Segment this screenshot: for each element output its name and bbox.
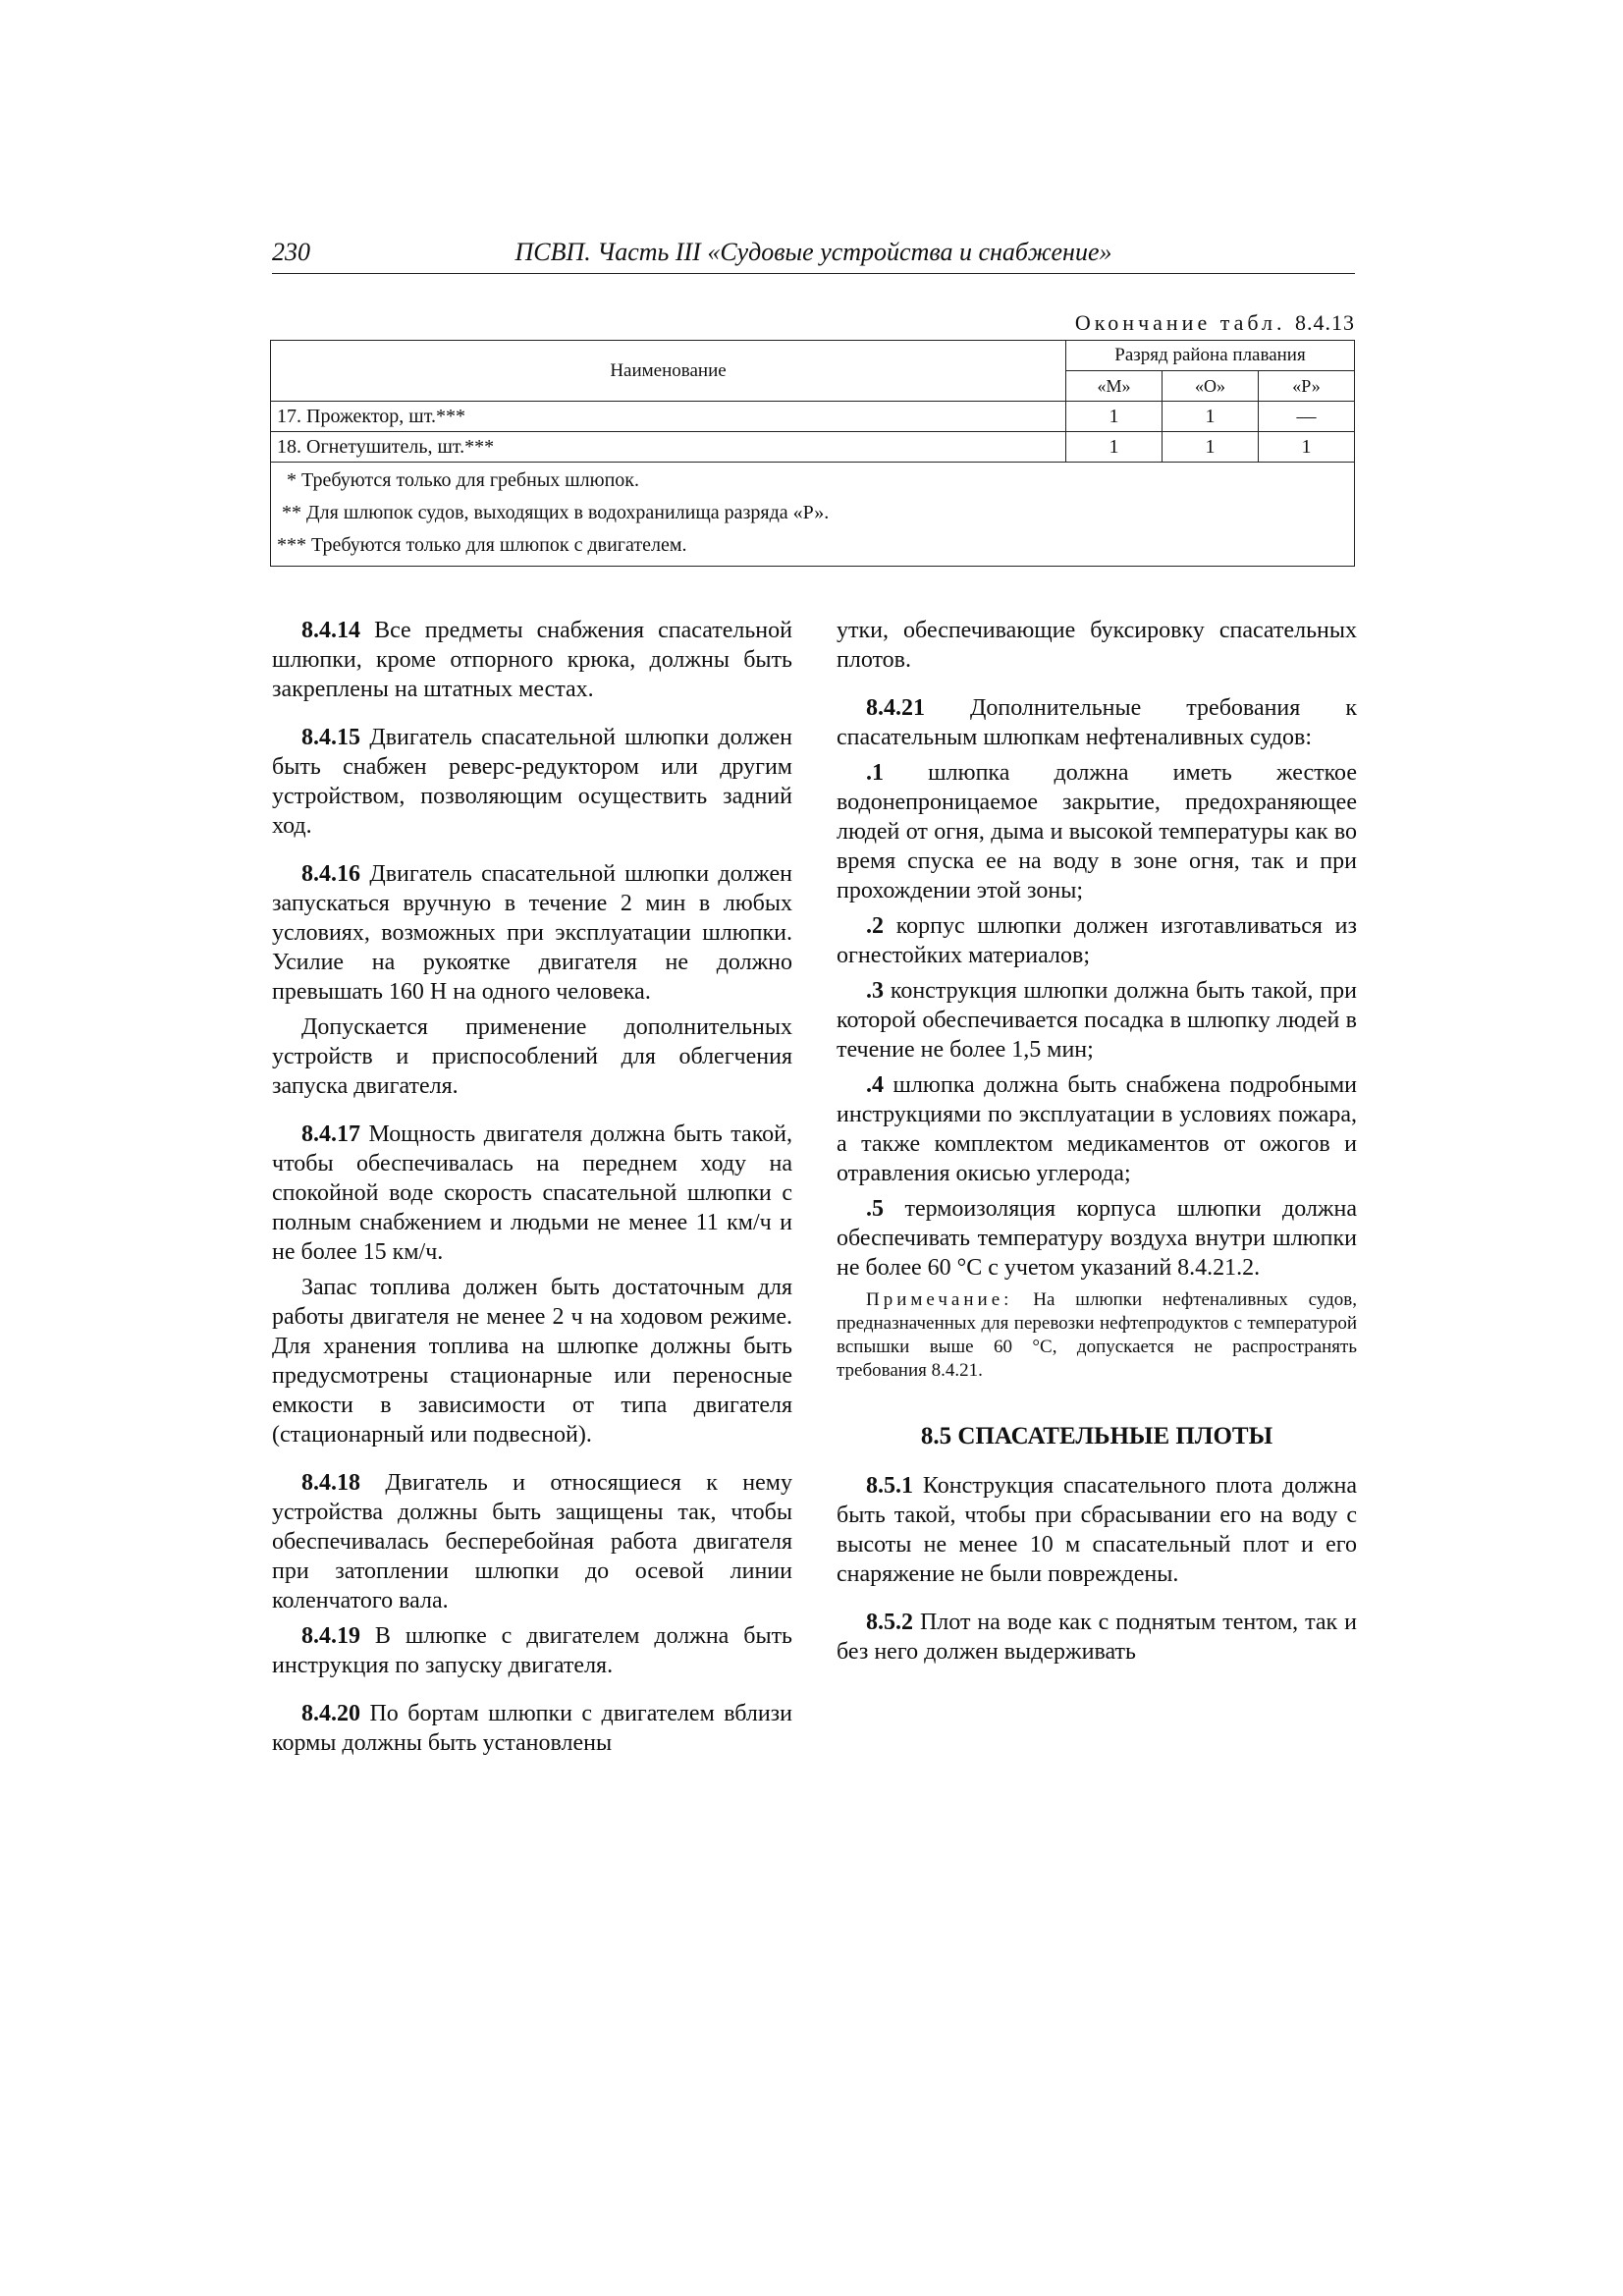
- paragraph-text: Дополнительные требования к спасательным шлюпкам нефтеналивных судов:: [837, 695, 1357, 750]
- paragraph: [272, 723, 792, 841]
- cell-m: 1: [1066, 432, 1163, 463]
- running-title: ПСВП. Часть III «Судовые устройства и снабжение»: [514, 238, 1112, 266]
- item-number: .5: [866, 1196, 884, 1222]
- paragraph: Запас топлива должен быть достаточным для работы двигателя не менее 2 ч на ходовом режиме. Для хранения топлива на шлюпке должны быть предусмотрены стационарные или переносные емкости в зависимости от типа двигателя (стационарный или подвесной).: [272, 1275, 792, 1448]
- clause-number: 8.4.19: [301, 1623, 360, 1649]
- item-number: .4: [866, 1072, 884, 1098]
- left-column: [272, 616, 792, 1777]
- clause-number: 8.4.14: [301, 618, 360, 643]
- clause-number: 8.4.16: [301, 861, 360, 887]
- paragraph: [272, 859, 792, 1007]
- table-caption-number: 8.4.13: [1295, 310, 1355, 335]
- item-number: .3: [866, 978, 884, 1004]
- footnote: * Требуются только для гребных шлюпок.: [277, 469, 639, 491]
- subheader-o: «О»: [1163, 371, 1259, 402]
- subheader-m: «М»: [1066, 371, 1163, 402]
- paragraph-text: В шлюпке с двигателем должна быть инструкция по запуску двигателя.: [272, 1623, 792, 1678]
- row-name: 17. Прожектор, шт.***: [271, 402, 1066, 432]
- cell-m: 1: [1066, 402, 1163, 432]
- page-header: [272, 238, 1355, 274]
- paragraph: Допускается применение дополнительных устройств и приспособлений для облегчения запуска двигателя.: [272, 1014, 792, 1099]
- paragraph: [272, 1699, 792, 1758]
- paragraph: [837, 1608, 1357, 1667]
- paragraph-text: Плот на воде как с поднятым тентом, так и без него должен выдерживать: [837, 1610, 1357, 1665]
- footnote: ** Для шлюпок судов, выходящих в водохранилища разряда «Р».: [277, 502, 830, 523]
- note-label: Примечание:: [866, 1289, 1013, 1310]
- paragraph-text: Все предметы снабжения спасательной шлюпки, кроме отпорного крюка, должны быть закреплены на штатных местах.: [272, 618, 792, 702]
- paragraph-text: По бортам шлюпки с двигателем вблизи кормы должны быть установлены: [272, 1701, 792, 1756]
- paragraph-text: Мощность двигателя должна быть такой, чтобы обеспечивалась на переднем ходу на спокойной воде скорость спасательной шлюпки с полным снабжением и людьми не менее 11 км/ч и не более 15 км/ч.: [272, 1121, 792, 1265]
- paragraph: [272, 1621, 792, 1680]
- item-number: .1: [866, 760, 884, 786]
- cell-r: 1: [1259, 432, 1355, 463]
- paragraph: [272, 1120, 792, 1267]
- item-text: корпус шлюпки должен изготавливаться из огнестойких материалов;: [837, 913, 1357, 968]
- table-row: [271, 402, 1355, 432]
- cell-r: —: [1259, 402, 1355, 432]
- paragraph-text: Конструкция спасательного плота должна быть такой, чтобы при сбрасывании его на воду с высоты не менее 10 м спасательный плот и его снаряжение не были повреждены.: [837, 1473, 1357, 1587]
- group-header: Разряд района плавания: [1066, 341, 1355, 371]
- paragraph: [272, 616, 792, 704]
- list-item: [837, 758, 1357, 905]
- paragraph: [272, 1468, 792, 1615]
- list-item: [837, 1070, 1357, 1188]
- clause-number: 8.4.21: [866, 695, 925, 721]
- table-row: [271, 432, 1355, 463]
- paragraph-text: Двигатель спасательной шлюпки должен запускаться вручную в течение 2 мин в любых условиях, возможных при эксплуатации шлюпки. Усилие на рукоятке двигателя не должно превышать 160 Н на одного человека.: [272, 861, 792, 1005]
- paragraph: [837, 1471, 1357, 1589]
- clause-number: 8.4.20: [301, 1701, 360, 1726]
- list-item: [837, 911, 1357, 970]
- table-caption-word: Окончание табл.: [1074, 310, 1286, 335]
- list-item: [837, 976, 1357, 1065]
- clause-number: 8.4.17: [301, 1121, 360, 1147]
- table-footnotes: [271, 463, 1355, 567]
- subheader-r: «Р»: [1259, 371, 1355, 402]
- equipment-table: [270, 340, 1355, 567]
- paragraph-text: Двигатель спасательной шлюпки должен быть снабжен реверс-редуктором или другим устройством, позволяющим осуществить задний ход.: [272, 725, 792, 839]
- section-title: 8.5 СПАСАТЕЛЬНЫЕ ПЛОТЫ: [920, 1423, 1273, 1449]
- note-text: На шлюпки нефтеналивных судов, предназначенных для перевозки нефтепродуктов с температурой вспышки выше 60 °С, допускается не распространять требования 8.4.21.: [837, 1289, 1357, 1381]
- clause-number: 8.5.1: [866, 1473, 913, 1499]
- right-column: [837, 616, 1357, 1685]
- clause-number: 8.5.2: [866, 1610, 913, 1635]
- cell-o: 1: [1163, 402, 1259, 432]
- list-item: [837, 1194, 1357, 1283]
- clause-number: 8.4.18: [301, 1470, 360, 1496]
- footnote: *** Требуются только для шлюпок с двигателем.: [277, 534, 687, 556]
- col-name-header: Наименование: [271, 341, 1066, 402]
- item-number: .2: [866, 913, 884, 939]
- cell-o: 1: [1163, 432, 1259, 463]
- page-number: 230: [272, 238, 310, 266]
- paragraph-text: Двигатель и относящиеся к нему устройства должны быть защищены так, чтобы обеспечивалась бесперебойная работа двигателя при затоплении шлюпки до осевой линии коленчатого вала.: [272, 1470, 792, 1613]
- paragraph: [837, 693, 1357, 752]
- clause-number: 8.4.15: [301, 725, 360, 750]
- item-text: шлюпка должна быть снабжена подробными инструкциями по эксплуатации в условиях пожара, а также комплектом медикаментов от ожогов и отравления окисью углерода;: [837, 1072, 1357, 1186]
- item-text: термоизоляция корпуса шлюпки должна обеспечивать температуру воздуха внутри шлюпки не более 60 °С с учетом указаний 8.4.21.2.: [837, 1196, 1357, 1281]
- paragraph: утки, обеспечивающие буксировку спасательных плотов.: [837, 618, 1357, 673]
- item-text: шлюпка должна иметь жесткое водонепроницаемое закрытие, предохраняющее людей от огня, дыма и высокой температуры как во время спуска ее на воду в зоне огня, так и при прохождении этой зоны;: [837, 760, 1357, 903]
- note: [837, 1288, 1357, 1383]
- item-text: конструкция шлюпки должна быть такой, при которой обеспечивается посадка в шлюпку людей в течение не более 1,5 мин;: [837, 978, 1357, 1063]
- row-name: 18. Огнетушитель, шт.***: [271, 432, 1066, 463]
- table-caption: [1075, 310, 1355, 336]
